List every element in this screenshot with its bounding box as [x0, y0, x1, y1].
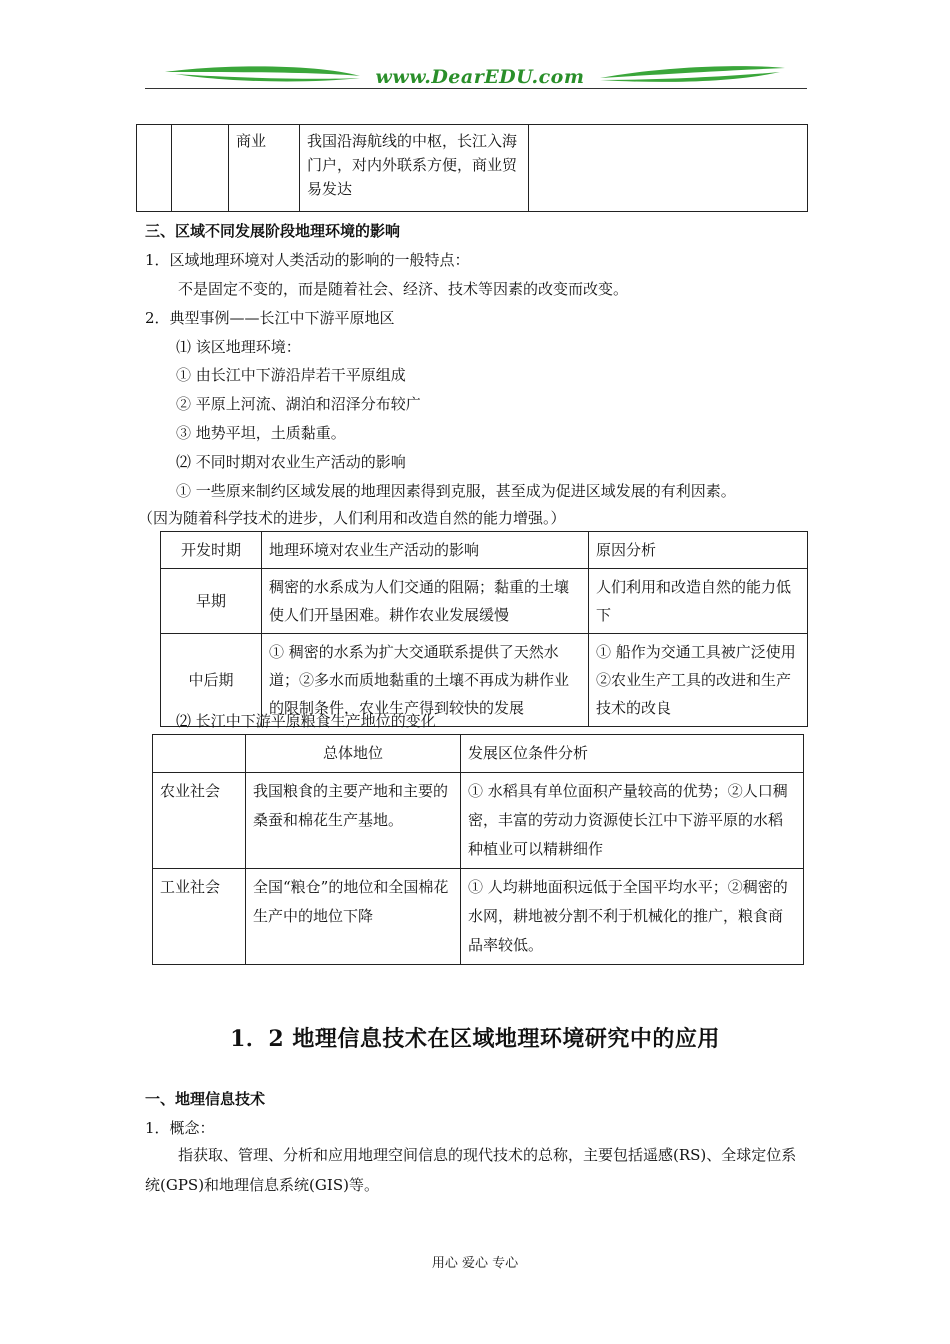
list-item: ① 由长江中下游沿岸若干平原组成 — [176, 366, 406, 384]
list-item: 1．区域地理环境对人类活动的影响的一般特点： — [145, 251, 470, 269]
site-header — [145, 60, 807, 94]
table-cell: 我国沿海航线的中枢，长江入海门户，对内外联系方便，商业贸易发达 — [300, 125, 529, 212]
list-item: ⑴ 该区地理环境： — [176, 338, 301, 356]
list-item: 2．典型事例——长江中下游平原地区 — [145, 309, 395, 327]
table-header-cell: 地理环境对农业生产活动的影响 — [262, 532, 589, 569]
table-cell: ① 人均耕地面积远低于全国平均水平；②稠密的水网，耕地被分割不利于机械化的推广，粮食商品率较低。 — [461, 869, 804, 965]
table-cell — [529, 125, 808, 212]
table-header-cell: 开发时期 — [161, 532, 262, 569]
table-cell: ① 水稻具有单位面积产量较高的优势；②人口稠密，丰富的劳动力资源使长江中下游平原的水稻种植业可以精耕细作 — [461, 773, 804, 869]
table-cell: 全国“粮仓”的地位和全国棉花生产中的地位下降 — [246, 869, 461, 965]
list-item: ⑵ 不同时期对农业生产活动的影响 — [176, 453, 406, 471]
table-continued — [136, 124, 808, 212]
table-cell: 农业社会 — [153, 773, 246, 869]
table-cell: 我国粮食的主要产地和主要的桑蚕和棉花生产基地。 — [246, 773, 461, 869]
table-cell — [172, 125, 229, 212]
note-text: （因为随着科学技术的进步，人们利用和改造自然的能力增强。） — [138, 509, 566, 527]
site-url-text: www.DearEDU.com — [375, 66, 585, 88]
table-header-cell: 总体地位 — [246, 735, 461, 773]
table-row — [153, 869, 804, 965]
table-cell: 中后期 — [161, 634, 262, 727]
list-item: ③ 地势平坦，土质黏重。 — [176, 424, 346, 442]
table-cell: 人们利用和改造自然的能力低下 — [589, 569, 808, 634]
table-cell: 工业社会 — [153, 869, 246, 965]
grain-status-table — [152, 734, 804, 965]
table-header-row — [161, 532, 808, 569]
paragraph: 不是固定不变的，而是随着社会、经济、技术等因素的改变而改变。 — [178, 280, 629, 298]
list-item: ⑵ 长江中下游平原粮食生产地位的变化 — [176, 712, 436, 730]
section-heading: 三、区域不同发展阶段地理环境的影响 — [145, 222, 401, 240]
table-cell: 早期 — [161, 569, 262, 634]
table-header-cell: 发展区位条件分析 — [461, 735, 804, 773]
list-item: ② 平原上河流、湖泊和沼泽分布较广 — [176, 395, 421, 413]
table-cell: ① 船作为交通工具被广泛使用②农业生产工具的改进和生产技术的改良 — [589, 634, 808, 727]
table-header-cell: 原因分析 — [589, 532, 808, 569]
section-heading: 一、地理信息技术 — [145, 1090, 266, 1108]
header-rule — [145, 88, 807, 89]
table-cell: 商业 — [229, 125, 300, 212]
paragraph: 指获取、管理、分析和应用地理空间信息的现代技术的总称，主要包括遥感(RS)、全球定位系统(GPS)和地理信息系统(GIS)等。 — [145, 1146, 797, 1194]
table-header-cell — [153, 735, 246, 773]
table-cell: 稠密的水系成为人们交通的阻隔；黏重的土壤使人们开垦困难。耕作农业发展缓慢 — [262, 569, 589, 634]
table-cell: ① 稠密的水系为扩大交通联系提供了天然水道；②多水而质地黏重的土壤不再成为耕作业的限制条件，农业生产得到较快的发展 — [262, 634, 589, 727]
development-period-table — [160, 531, 808, 727]
chapter-title: 1．2 地理信息技术在区域地理环境研究中的应用 — [230, 1026, 720, 1052]
list-item: ① 一些原来制约区域发展的地理因素得到克服，甚至成为促进区域发展的有利因素。 — [176, 482, 736, 500]
list-item: 1．概念： — [145, 1119, 215, 1137]
table-cell — [137, 125, 172, 212]
table-header-row — [153, 735, 804, 773]
table-row — [161, 569, 808, 634]
page-footer: 用心 爱心 专心 — [431, 1256, 519, 1271]
table-row — [137, 125, 808, 212]
table-row — [153, 773, 804, 869]
